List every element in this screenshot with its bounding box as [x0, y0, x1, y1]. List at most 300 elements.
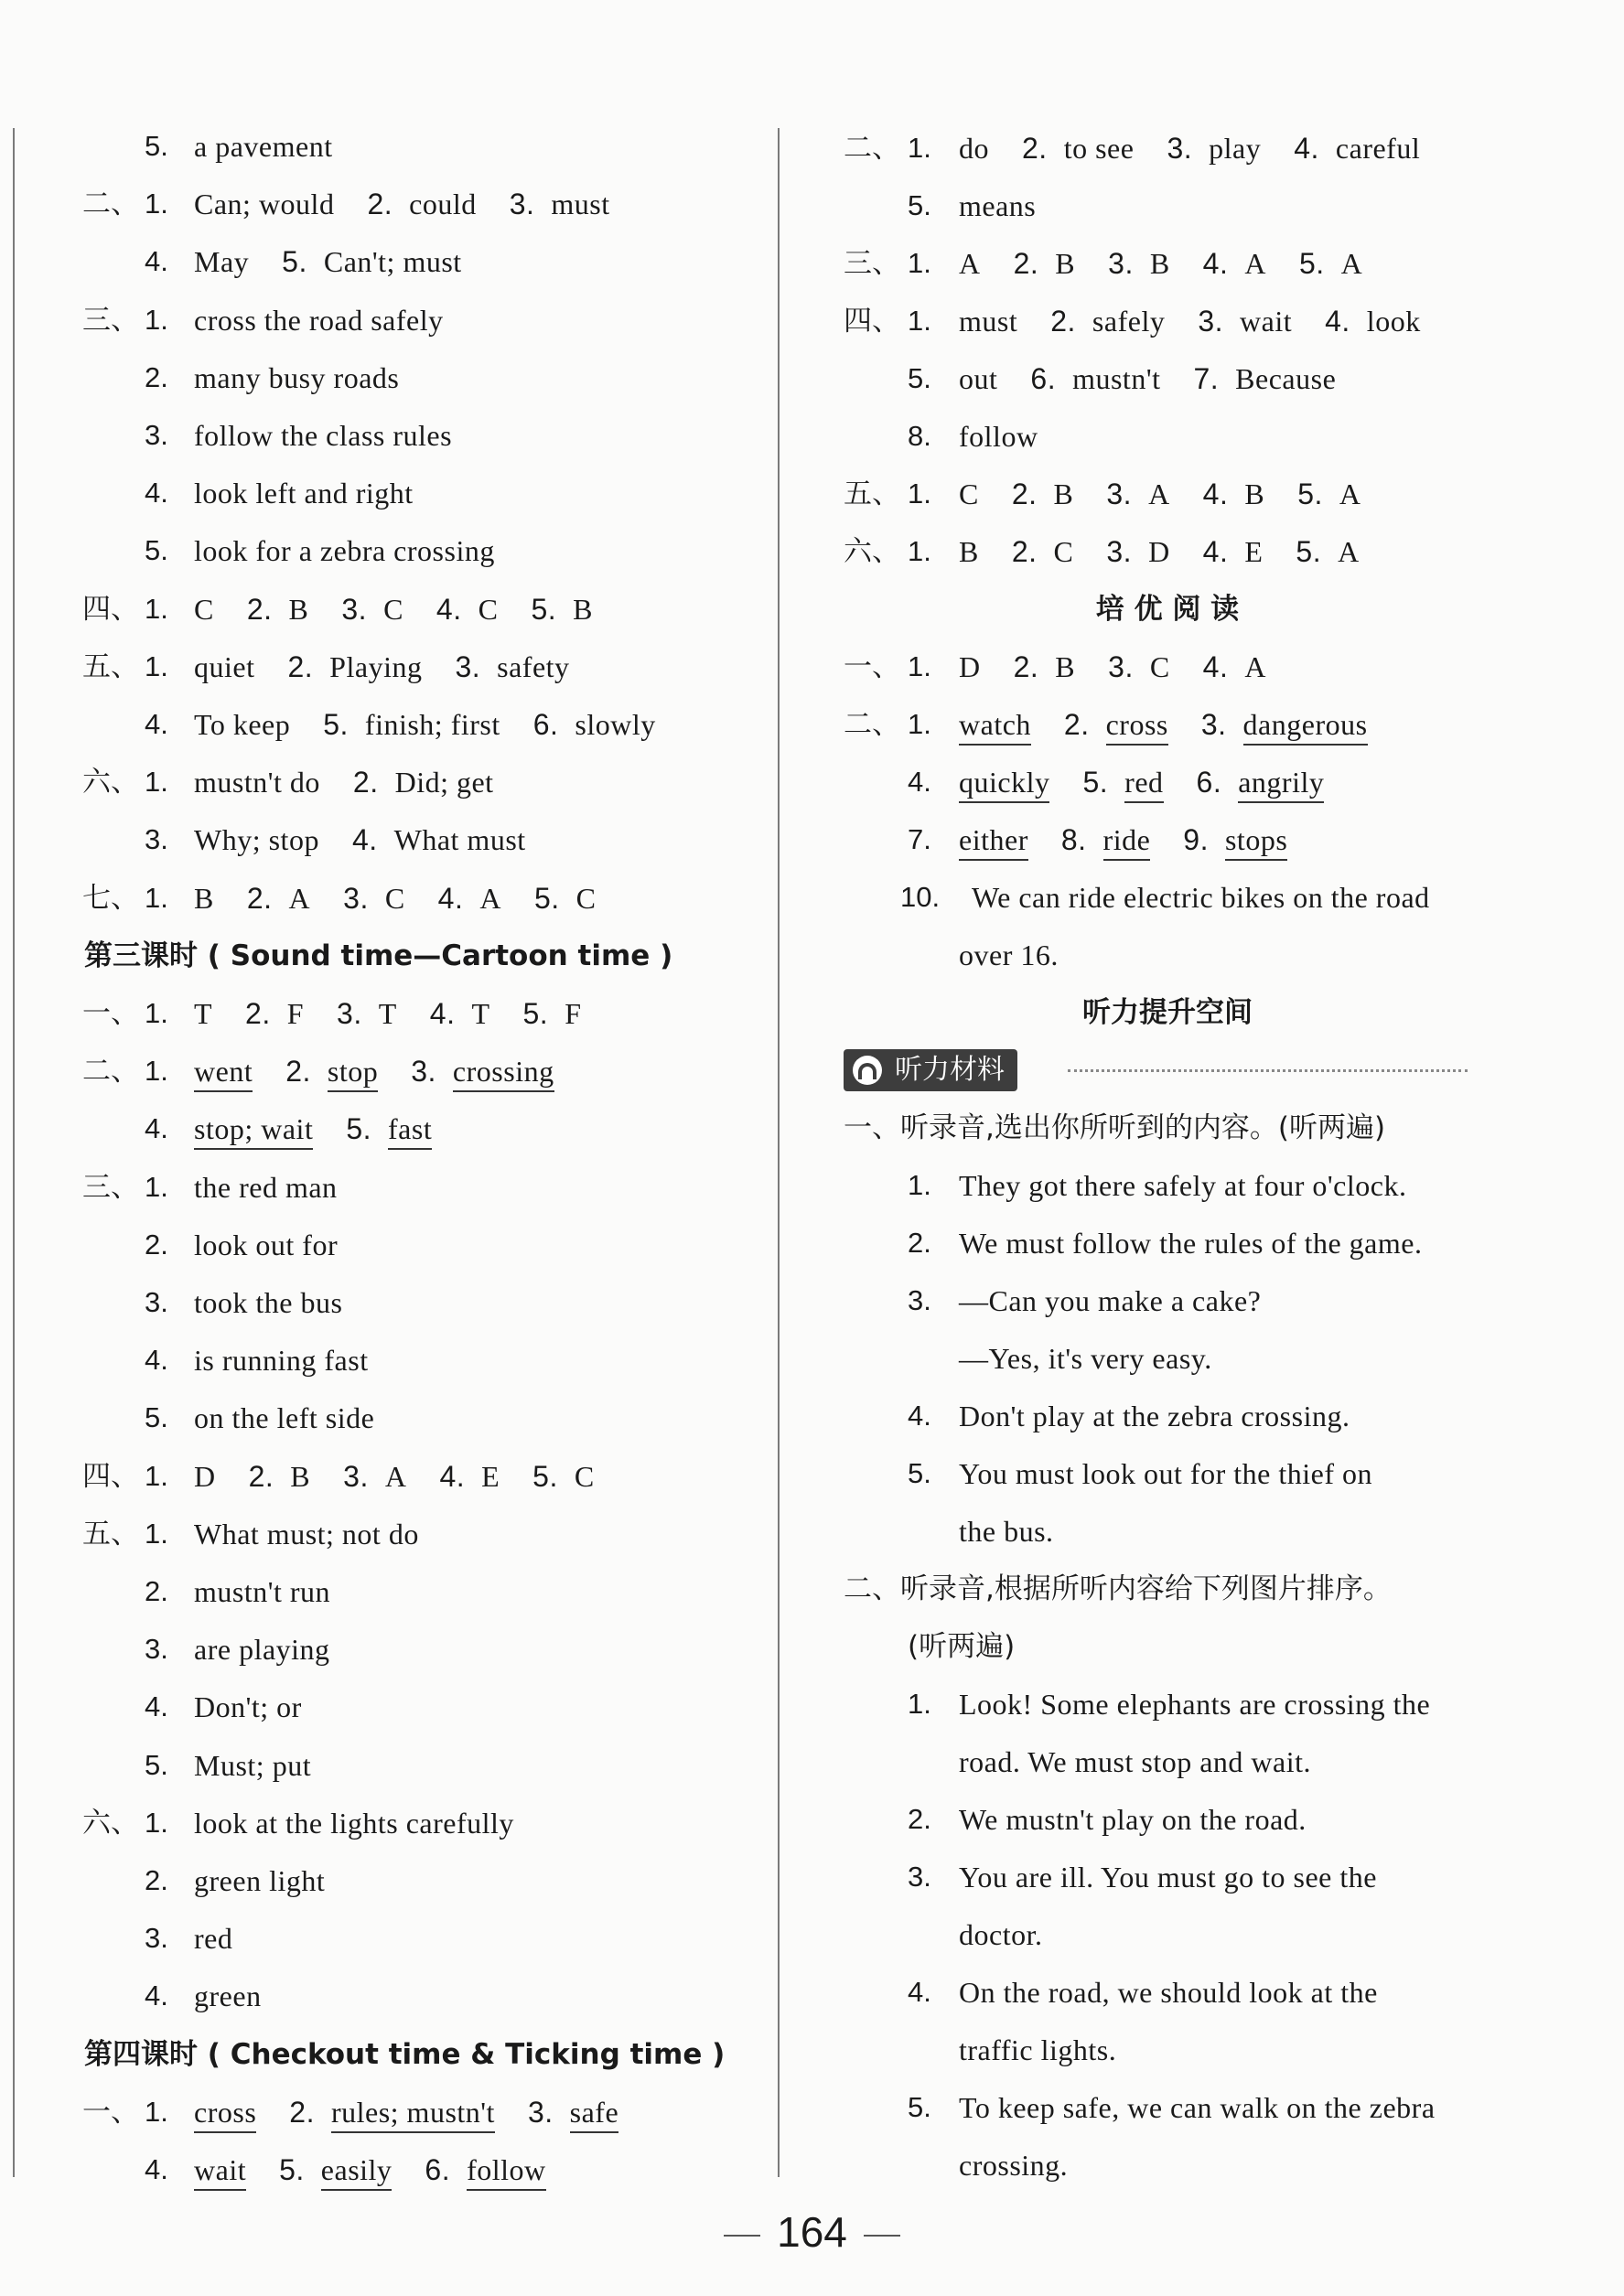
item-number: 5.: [145, 1401, 168, 1434]
answer-item: [1193, 362, 1336, 395]
answer-line: [796, 644, 1539, 690]
answer-value: out: [959, 362, 998, 395]
underlined-answer: safe: [570, 2096, 619, 2133]
answer-item: [194, 1864, 325, 1897]
item-number: 3.: [145, 1922, 168, 1955]
answer-text: [959, 413, 1071, 459]
answer-line: [0, 1454, 778, 1499]
answer-text: [194, 1569, 363, 1615]
answer-text: [194, 991, 614, 1036]
answer-item: [194, 1633, 330, 1666]
answer-item: [959, 305, 1017, 338]
item-number: 2.: [145, 360, 168, 393]
answer-text: [194, 644, 603, 690]
answer-item: [343, 882, 405, 915]
answer-value: do: [959, 132, 989, 165]
answer-item: [959, 1861, 1377, 1894]
answer-item: [959, 1284, 1261, 1317]
answer-value: A: [1244, 650, 1266, 683]
answer-line: [0, 644, 778, 690]
answer-item: [1061, 823, 1150, 856]
answer-line: [796, 1393, 1539, 1439]
answer-item: [194, 477, 414, 510]
answer-text: [194, 2089, 651, 2135]
answer-value: A: [1244, 247, 1266, 280]
answer-value: A: [1339, 477, 1361, 510]
answer-value: slowly: [575, 708, 656, 741]
answer-item: [194, 997, 212, 1030]
answer-line: [0, 702, 778, 747]
column-divider: [778, 128, 780, 2177]
answer-value: crossing.: [959, 2149, 1069, 2182]
answer-item: [194, 1979, 262, 2012]
answer-text: [194, 1800, 547, 1846]
inline-item-number: 3.: [1106, 535, 1133, 568]
section-number: 四、: [82, 592, 139, 626]
underlined-answer: follow: [467, 2153, 546, 2191]
answer-line: [0, 181, 778, 227]
inline-item-number: 3.: [1200, 708, 1227, 741]
answer-item: [959, 650, 981, 683]
answer-value: many busy roads: [194, 360, 400, 394]
item-number: 5.: [145, 130, 168, 162]
underlined-answer: wait: [194, 2153, 246, 2191]
answer-line: [0, 875, 778, 921]
answer-item: [194, 1228, 338, 1261]
answer-item: [439, 1460, 500, 1493]
answer-item: [194, 304, 444, 337]
answer-line: [796, 1969, 1539, 2015]
answer-item: [430, 997, 490, 1030]
answer-line: [0, 2089, 778, 2135]
answer-item: [959, 1918, 1042, 1951]
item-number: 8.: [908, 420, 931, 452]
answer-item: [194, 708, 290, 741]
item-number: 1.: [908, 477, 931, 510]
answer-item: [959, 1342, 1212, 1375]
answer-value: look at the lights carefully: [194, 1806, 514, 1840]
section-number: 三、: [844, 247, 900, 280]
answer-item: [1108, 247, 1170, 280]
section-number: 七、: [82, 881, 139, 915]
section-number: 六、: [82, 766, 139, 799]
answer-text: [194, 1164, 371, 1210]
answer-text: [959, 1336, 1245, 1381]
answer-item: [959, 2033, 1116, 2066]
inline-item-number: 2.: [1050, 305, 1076, 338]
answer-item: [194, 1807, 514, 1840]
section-number: 二、: [82, 188, 139, 221]
answer-item: [959, 708, 1031, 741]
answer-item: [194, 1112, 313, 1145]
answer-item: [533, 708, 656, 741]
inline-item-number: 3.: [337, 997, 362, 1030]
item-number: 1.: [908, 650, 931, 682]
answer-line: [796, 1278, 1539, 1324]
inline-item-number: 6.: [1196, 766, 1222, 799]
item-number: 4.: [145, 1690, 168, 1723]
answer-value: C: [383, 592, 403, 626]
answer-value: T: [194, 997, 213, 1030]
item-number: 2.: [908, 1803, 931, 1835]
answer-text: [959, 1220, 1455, 1266]
inline-item-number: 5.: [522, 997, 549, 1030]
item-number: 3.: [145, 1633, 168, 1666]
answer-item: [1294, 132, 1420, 165]
answer-item: [1014, 650, 1076, 683]
underlined-answer: easily: [321, 2153, 393, 2191]
section-heading: 第三课时 ( Sound time—Cartoon time ): [84, 939, 673, 972]
answer-text: [959, 356, 1369, 402]
answer-value: B: [1244, 477, 1265, 510]
answer-value: They got there safely at four o'clock.: [959, 1169, 1407, 1202]
item-number: 4.: [145, 477, 168, 510]
inline-item-number: 8.: [1060, 823, 1087, 856]
answer-item: [194, 593, 214, 626]
section-number: 一、: [82, 997, 139, 1030]
answer-text: [959, 2027, 1149, 2073]
answer-text: [194, 817, 559, 863]
answer-line: [0, 355, 778, 401]
answer-text: [959, 1508, 1087, 1554]
answer-item: [282, 245, 462, 278]
answer-item: [194, 1286, 342, 1319]
section-number: 一、: [844, 650, 900, 683]
answer-line: [0, 1222, 778, 1268]
answer-text: [194, 1395, 407, 1441]
answer-line: [0, 1858, 778, 1904]
inline-item-number: 2.: [352, 766, 379, 799]
answer-item: [523, 997, 582, 1030]
inline-item-number: 2.: [287, 649, 314, 683]
answer-value: follow the class rules: [194, 419, 453, 452]
answer-text: [194, 2147, 579, 2193]
section-number: 四、: [844, 305, 900, 338]
answer-value: T: [378, 997, 397, 1030]
inline-item-number: 3.: [343, 1459, 369, 1493]
answer-item: [249, 1460, 311, 1493]
listening-material-tag: [844, 1049, 1017, 1091]
underlined-answer: crossing: [453, 1055, 554, 1092]
item-number: 4.: [145, 2153, 168, 2185]
inline-item-number: 5.: [1297, 477, 1323, 510]
answer-item: [194, 1518, 419, 1550]
answer-text: [194, 470, 446, 516]
answer-value: road. We must stop and wait.: [959, 1745, 1311, 1778]
answer-text: [959, 1854, 1410, 1900]
inline-item-number: 3.: [1108, 247, 1134, 280]
underlined-answer: cross: [1106, 708, 1168, 746]
answer-item: [528, 2096, 618, 2129]
item-number: 3.: [145, 823, 168, 856]
section-heading: 二、听录音,根据所听内容给下列图片排序。: [844, 1572, 1392, 1605]
answer-item: [425, 2153, 545, 2186]
underlined-answer: angrily: [1238, 766, 1324, 803]
answer-line: [0, 1684, 778, 1730]
answer-text: [194, 1858, 358, 1904]
answer-text: [194, 1106, 465, 1152]
answer-item: [194, 245, 249, 278]
answer-text: [194, 297, 477, 343]
answer-item: [287, 650, 422, 683]
answer-text: [959, 1969, 1411, 2015]
answer-item: [367, 188, 476, 220]
answer-value: safety: [497, 649, 570, 683]
underlined-answer: dangerous: [1243, 708, 1368, 746]
section-title: 培 优 阅 读: [1095, 593, 1240, 626]
answer-line: [796, 241, 1539, 286]
answer-value: could: [409, 188, 477, 221]
answer-item: [1203, 247, 1266, 280]
answer-item: [194, 1401, 374, 1434]
item-number: 4.: [908, 1976, 931, 2008]
answer-text: [959, 298, 1454, 344]
answer-item: [194, 823, 319, 856]
inline-item-number: 3.: [341, 592, 368, 626]
underlined-answer: cross: [194, 2096, 256, 2133]
answer-item: [972, 881, 1430, 914]
answer-text: [959, 471, 1394, 517]
answer-line: [0, 586, 778, 632]
answer-item: [194, 2153, 246, 2186]
inline-item-number: 2.: [1011, 535, 1038, 568]
section-number: 三、: [82, 303, 139, 337]
answer-value: B: [288, 592, 309, 626]
inline-item-number: 5.: [1082, 766, 1109, 799]
inline-item-number: 3.: [509, 188, 535, 221]
answer-item: [247, 593, 309, 626]
underlined-answer: either: [959, 823, 1028, 861]
headphones-icon: [853, 1056, 882, 1085]
dotted-rule: [1068, 1069, 1468, 1072]
answer-item: [341, 593, 403, 626]
answer-line: [796, 2142, 1539, 2188]
answer-value: We must follow the rules of the game.: [959, 1227, 1423, 1260]
answer-item: [337, 997, 397, 1030]
answer-text: [959, 529, 1393, 574]
item-number: 1.: [145, 188, 168, 220]
answer-value: D: [959, 650, 981, 683]
answer-text: [194, 586, 626, 632]
section-number: 五、: [844, 477, 900, 510]
answer-item: [194, 188, 334, 220]
answer-item: [194, 882, 214, 915]
item-number: 4.: [145, 1979, 168, 2012]
answer-line: [0, 991, 778, 1036]
answer-item: [1203, 650, 1266, 683]
item-number: 10.: [900, 881, 941, 913]
answer-value: cross the road safely: [194, 303, 444, 337]
item-number: 2.: [145, 1864, 168, 1896]
answer-value: B: [573, 592, 593, 626]
answer-item: [353, 766, 494, 799]
item-number: 1.: [145, 1170, 168, 1203]
answer-text: [194, 875, 629, 921]
inline-item-number: 4.: [439, 1459, 466, 1493]
answer-value: the red man: [194, 1170, 338, 1204]
inline-item-number: 4.: [1202, 535, 1229, 568]
answer-text: [959, 702, 1401, 747]
inline-item-number: 3.: [1167, 132, 1193, 165]
answer-value: C: [1149, 650, 1170, 683]
answer-item: [1297, 477, 1361, 510]
inline-item-number: 4.: [437, 881, 464, 915]
answer-text: [972, 874, 1463, 920]
answer-text: [959, 1278, 1294, 1324]
inline-item-number: 2.: [1013, 650, 1039, 683]
answer-value: Can; would: [194, 188, 335, 221]
section-number: 二、: [844, 132, 900, 165]
answer-value: —Yes, it's very easy.: [959, 1342, 1212, 1375]
inline-item-number: 2.: [285, 1055, 311, 1089]
answer-text: [194, 1626, 363, 1672]
answer-text: [194, 1915, 265, 1961]
answer-value: What must: [393, 823, 526, 857]
item-number: 1.: [908, 708, 931, 740]
answer-line: [0, 759, 778, 805]
answer-text: [194, 1222, 371, 1268]
answer-value: Look! Some elephants are crossing the: [959, 1688, 1431, 1721]
answer-value: are playing: [194, 1633, 330, 1667]
inline-item-number: 2.: [248, 1459, 274, 1493]
item-number: 3.: [145, 419, 168, 451]
answer-value: safely: [1092, 305, 1166, 338]
answer-line: [0, 1164, 778, 1210]
section-number: 六、: [82, 1806, 139, 1840]
answer-item: [411, 1055, 554, 1088]
page-number-dash-left: [724, 2235, 760, 2237]
answer-value: play: [1209, 132, 1262, 165]
answer-value: We mustn't play on the road.: [959, 1803, 1307, 1836]
item-number: 5.: [908, 189, 931, 221]
answer-text: [194, 123, 366, 169]
answer-text: [194, 1048, 587, 1094]
answer-line: [0, 2147, 778, 2193]
answer-item: [959, 1688, 1430, 1721]
answer-item: [323, 708, 500, 741]
answer-item: [1082, 766, 1163, 799]
item-number: 1.: [908, 132, 931, 164]
item-number: 2.: [145, 1575, 168, 1607]
answer-text: [194, 702, 689, 747]
answer-item: [194, 1055, 253, 1088]
answer-value: a pavement: [194, 130, 333, 163]
inline-item-number: 4.: [436, 592, 462, 626]
answer-item: [1106, 477, 1169, 510]
item-number: 3.: [908, 1861, 931, 1893]
inline-item-number: 4.: [429, 997, 456, 1030]
answer-line: [0, 1106, 778, 1152]
section-number: 五、: [82, 649, 139, 683]
answer-item: [959, 2091, 1436, 2124]
answer-item: [1022, 132, 1134, 165]
underlined-answer: stop; wait: [194, 1112, 313, 1150]
inline-item-number: 2.: [1022, 132, 1048, 165]
item-number: 1.: [145, 1459, 168, 1492]
item-number: 1.: [145, 1806, 168, 1839]
item-number: 1.: [145, 997, 168, 1029]
answer-item: [194, 1344, 369, 1377]
answer-item: [534, 882, 597, 915]
answer-item: [438, 882, 501, 915]
answer-text: [959, 817, 1320, 863]
answer-value: look for a zebra crossing: [194, 534, 495, 568]
inline-item-number: 2.: [1011, 477, 1038, 510]
answer-text: [959, 1912, 1075, 1958]
inline-item-number: 6.: [1030, 362, 1057, 395]
answer-text: [959, 1451, 1405, 1497]
answer-text: [194, 528, 528, 574]
answer-item: [194, 534, 495, 567]
underlined-answer: fast: [388, 1112, 432, 1150]
answer-value: A: [479, 881, 501, 915]
item-number: 1.: [908, 535, 931, 567]
answer-value: finish; first: [364, 708, 500, 741]
answer-value: F: [286, 997, 305, 1030]
answer-text: [959, 2142, 1101, 2188]
answer-item: [279, 2153, 392, 2186]
item-number: 4.: [908, 766, 931, 798]
answer-line: [0, 1511, 778, 1557]
answer-line: [0, 413, 778, 458]
answer-value: B: [194, 881, 214, 915]
answer-line: [0, 1800, 778, 1846]
item-number: 4.: [145, 708, 168, 740]
answer-item: [959, 2149, 1068, 2182]
answer-value: We can ride electric bikes on the road: [972, 881, 1430, 914]
answer-item: [455, 650, 569, 683]
answer-item: [1064, 708, 1168, 741]
answer-line: [796, 413, 1539, 459]
section-number: 二、: [82, 1055, 139, 1089]
answer-item: [285, 1055, 378, 1088]
answer-value: A: [1148, 477, 1170, 510]
inline-item-number: 5.: [533, 881, 560, 915]
answer-line: [796, 817, 1539, 863]
answer-text: [194, 413, 485, 458]
section-heading: (听两遍): [908, 1630, 1016, 1663]
answer-line: [0, 817, 778, 863]
answer-text: [194, 1337, 402, 1383]
answer-value: B: [290, 1459, 311, 1493]
answer-value: red: [194, 1922, 233, 1956]
answer-item: [959, 1803, 1307, 1836]
section-number: 二、: [844, 708, 900, 741]
item-number: 7.: [908, 823, 931, 855]
answer-line: [0, 1048, 778, 1094]
answer-value: A: [384, 1459, 407, 1493]
answer-item: [194, 1460, 216, 1493]
answer-value: C: [959, 477, 979, 510]
answer-value: You must look out for the thief on: [959, 1457, 1372, 1490]
inline-item-number: 5.: [1298, 247, 1325, 280]
answer-value: must: [551, 188, 610, 221]
answer-item: [510, 188, 610, 220]
inline-item-number: 4.: [351, 823, 378, 857]
answer-item: [352, 823, 526, 856]
answer-item: [1203, 535, 1264, 568]
item-number: 1.: [908, 1169, 931, 1201]
answer-text: [194, 1511, 452, 1557]
inline-item-number: 3.: [1106, 477, 1133, 510]
item-number: 1.: [908, 305, 931, 337]
answer-line: [796, 529, 1539, 574]
answer-value: on the left side: [194, 1401, 375, 1435]
answer-value: A: [288, 881, 311, 915]
inline-item-number: 4.: [1202, 650, 1229, 683]
answer-line: [0, 528, 778, 574]
answer-value: C: [574, 1459, 595, 1493]
